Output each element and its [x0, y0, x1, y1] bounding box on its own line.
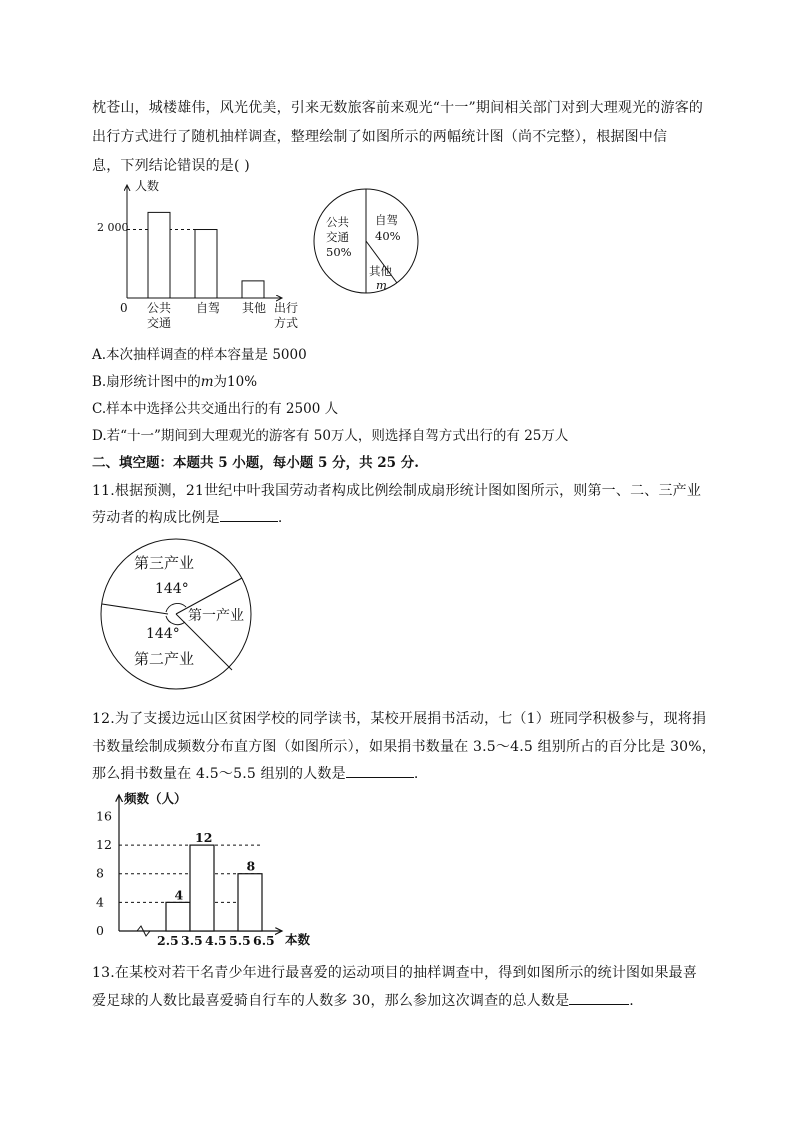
q10-stem-line3: 息，下列结论错误的是( ) — [92, 158, 250, 174]
q12-bar-label-12: 12 — [195, 830, 213, 846]
q12-ytick-label-12: 12 — [96, 837, 112, 853]
q12-xtick-label-3.5: 3.5 — [181, 933, 203, 948]
q10-pie-public-pct: 50% — [326, 245, 352, 259]
q10-origin-label: 0 — [120, 301, 128, 315]
q12-xtick-label-6.5: 6.5 — [253, 933, 275, 948]
q12-xtick-label-4.5: 4.5 — [205, 933, 227, 948]
q10-xtick-public-2: 交通 — [147, 316, 172, 330]
q10-option-b-head: B.扇形统计图中的 — [92, 374, 201, 390]
q10-pie-self-drive-pct: 40% — [375, 229, 401, 243]
section2-heading: 二、填空题：本题共 5 小题，每小题 5 分，共 25 分. — [92, 455, 419, 471]
q10-option-b-tail: 为10% — [213, 374, 258, 390]
q12-ytick-label-16: 16 — [96, 808, 112, 824]
q10-pie-self-drive: 自驾 — [375, 213, 398, 227]
q13-stem-line1: 13.在某校对若干名青少年进行最喜爱的运动项目的抽样调查中，得到如图所示的统计图如果最喜 — [92, 965, 698, 981]
q10-ytick-label: 2 000 — [97, 221, 129, 234]
q11-stem-end: . — [277, 510, 283, 526]
q10-option-b-var: m — [200, 374, 214, 390]
q12-bar-5.5-6.5 — [238, 874, 262, 931]
q12-bar-2.5-3.5 — [166, 902, 190, 931]
q11-label-primary: 第一产业 — [188, 608, 244, 624]
q11-angle-tertiary: 144° — [155, 581, 189, 597]
q11-angle-secondary: 144° — [146, 626, 180, 642]
q10-xtick-other: 其他 — [242, 301, 267, 315]
q12-xtick-label-5.5: 5.5 — [229, 933, 251, 948]
q10-xtick-self-drive: 自驾 — [196, 301, 221, 315]
q12-bar-label-4: 4 — [174, 887, 184, 903]
q10-option-d: D.若“十一”期间到大理观光的游客有 50万人，则选择自驾方式出行的有 25万人 — [92, 428, 569, 444]
q10-xtick-public-1: 公共 — [147, 301, 172, 315]
q11-stem-line1: 11.根据预测，21世纪中叶我国劳动者构成比例绘制成扇形统计图如图所示，则第一、二、三产业 — [92, 483, 702, 499]
q10-stem-line1: 枕苍山，城楼雄伟，风光优美，引来无数旅客前来观光“十一”期间相关部门对到大理观光的游客的 — [92, 100, 704, 116]
q12-ytick-label-4: 4 — [96, 894, 104, 910]
q12-stem-line3-text: 那么捐书数量在 4.5～5.5 组别的人数是 — [92, 766, 346, 782]
q10-stem-line2: 出行方式进行了随机抽样调查，整理绘制了如图所示的两幅统计图（尚不完整），根据图中信 — [92, 129, 668, 145]
q12-ytick-label-8: 8 — [96, 865, 104, 881]
q13-answer-blank[interactable] — [569, 992, 629, 1005]
q11-stem-line2-text: 劳动者的构成比例是 — [92, 510, 220, 526]
q12-bar-3.5-4.5 — [190, 845, 214, 931]
q10-y-label: 人数 — [135, 179, 160, 193]
q11-label-tertiary: 第三产业 — [134, 554, 195, 572]
q12-stem-line1: 12.为了支援边远山区贫困学校的同学读书，某校开展捐书活动，七（1）班同学积极参与，现将捐 — [92, 711, 707, 727]
q10-x-label-2: 方式 — [274, 316, 299, 330]
q12-x-label: 本数 — [285, 932, 311, 947]
q12-stem-end: . — [413, 766, 419, 782]
q10-pie-other-m: m — [376, 278, 387, 292]
q11-label-secondary: 第二产业 — [134, 650, 195, 668]
q10-pie-public-1: 公共 — [326, 215, 349, 229]
q10-option-a: A.本次抽样调查的样本容量是 5000 — [92, 347, 307, 363]
q10-pie-other: 其他 — [369, 264, 392, 278]
q10-x-label-1: 出行 — [274, 301, 299, 315]
q12-xtick-label-2.5: 2.5 — [157, 933, 179, 948]
q10-pie-public-2: 交通 — [326, 230, 349, 244]
q12-ytick-label-0: 0 — [96, 923, 104, 938]
q13-stem-line2 — [92, 990, 634, 1010]
q12-stem-line2: 书数量绘制成频数分布直方图（如图所示），如果捐书数量在 3.5～4.5 组别所占的百分比是 30%， — [92, 739, 716, 755]
q12-bar-label-8: 8 — [246, 858, 256, 874]
q13-stem-line2-text: 爱足球的人数比最喜爱骑自行车的人数多 30，那么参加这次调查的总人数是 — [92, 993, 570, 1009]
q10-option-c: C.样本中选择公共交通出行的有 2500 人 — [92, 401, 339, 417]
q12-y-label: 频数（人） — [124, 791, 187, 806]
q13-stem-end: . — [629, 993, 634, 1009]
